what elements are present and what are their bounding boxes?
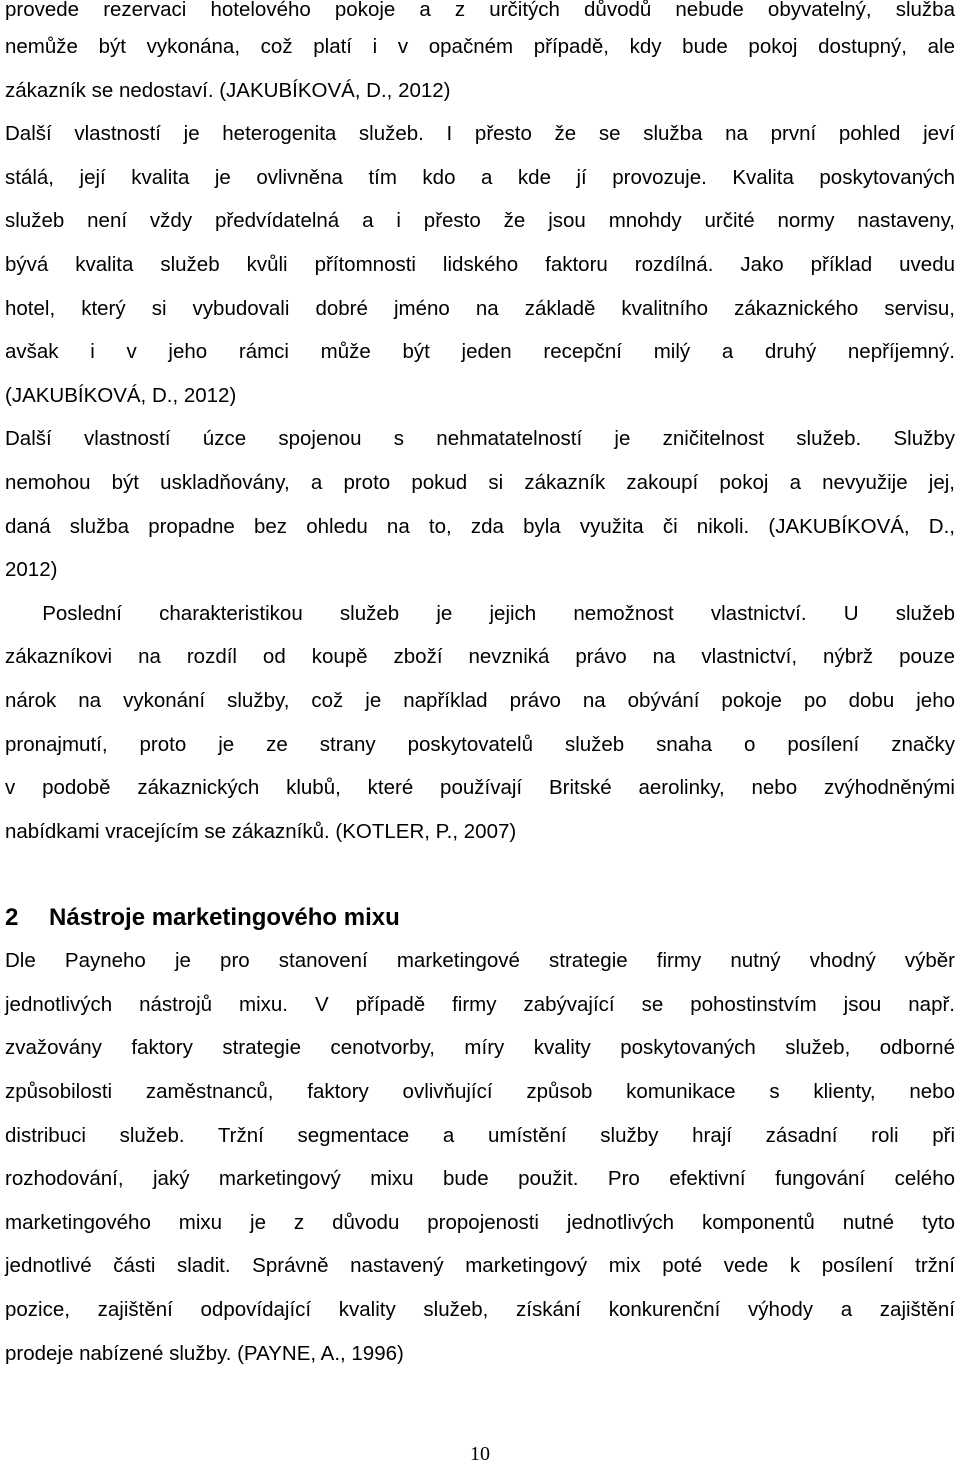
text-line: zvažovány faktory strategie cenotvorby, míry kvality poskytovaných služeb, odborné [5, 1036, 955, 1060]
text-line: (JAKUBÍKOVÁ, D., 2012) [5, 383, 237, 407]
text-line: pozice, zajištění odpovídající kvality služeb, získání konkurenční výhody a zajištění [5, 1298, 955, 1322]
text-line: zákazníkovi na rozdíl od koupě zboží nevzniká právo na vlastnictví, nýbrž pouze [5, 645, 955, 669]
text-line: nemohou být uskladňovány, a proto pokud si zákazník zakoupí pokoj a nevyužije jej, [5, 470, 955, 494]
text-line: stálá, její kvalita je ovlivněna tím kdo a kde jí provozuje. Kvalita poskytovaných [5, 165, 955, 189]
text-line: bývá kvalita služeb kvůli přítomnosti lidského faktoru rozdílná. Jako příklad uvedu [5, 252, 955, 276]
paragraph-perishability-end [5, 0, 955, 112]
text-line: v podobě zákaznických klubů, které používají Britské aerolinky, nebo zvýhodněnými [5, 776, 955, 800]
text-line: rozhodování, jaký marketingový mixu bude použit. Pro efektivní fungování celého [5, 1167, 955, 1191]
text-line: provede rezervaci hotelového pokoje a z určitých důvodů nebude obyvatelný, služba [5, 0, 955, 21]
text-line: Dle Payneho je pro stanovení marketingové strategie firmy nutný vhodný výběr [5, 949, 955, 973]
text-line: pronajmutí, proto je ze strany poskytovatelů služeb snaha o posílení značky [5, 732, 955, 756]
text-line: jednotlivé části sladit. Správně nastavený marketingový mix poté vede k posílení tržní [5, 1254, 955, 1278]
text-line: marketingového mixu je z důvodu propojenosti jednotlivých komponentů nutné tyto [5, 1210, 955, 1234]
page-number: 10 [470, 1443, 490, 1465]
text-line: jednotlivých nástrojů mixu. V případě firmy zabývající se pohostinstvím jsou např. [5, 992, 955, 1016]
text-line: zákazník se nedostaví. (JAKUBÍKOVÁ, D., 2012) [5, 78, 451, 102]
paragraph-marketing-mix [5, 939, 955, 1375]
document-page [5, 0, 955, 1375]
text-line: způsobilosti zaměstnanců, faktory ovlivňující způsob komunikace s klienty, nebo [5, 1080, 955, 1104]
text-line: 2012) [5, 558, 58, 582]
paragraph-heterogeneity [5, 112, 955, 417]
text-line: daná služba propadne bez ohledu na to, zda byla využita či nikoli. (JAKUBÍKOVÁ, D., [5, 514, 955, 538]
section-number: 2 [5, 904, 19, 932]
text-line: nárok na vykonání služby, což je například právo na obývání pokoje po dobu jeho [5, 688, 955, 712]
section-heading [5, 894, 955, 942]
text-line: nabídkami vracejícím se zákazníků. (KOTLER, P., 2007) [5, 819, 517, 843]
text-line: prodeje nabízené služby. (PAYNE, A., 1996) [5, 1341, 404, 1365]
text-line: nemůže být vykonána, což platí i v opačném případě, kdy bude pokoj dostupný, ale [5, 35, 955, 58]
text-line: avšak i v jeho rámci může být jeden recepční milý a druhý nepříjemný. [5, 340, 955, 364]
text-line: služeb není vždy předvídatelná a i přesto že jsou mnohdy určité normy nastaveny, [5, 209, 955, 233]
text-line: hotel, který si vybudovali dobré jméno na základě kvalitního zákaznického servisu, [5, 296, 955, 320]
paragraph-perishability [5, 417, 955, 591]
text-line: Další vlastností je heterogenita služeb. I přesto že se služba na první pohled jeví [5, 122, 955, 146]
text-line: Další vlastností úzce spojenou s nehmatatelností je zničitelnost služeb. Služby [5, 427, 955, 451]
paragraph-ownership [5, 592, 955, 854]
section-title: Nástroje marketingového mixu [49, 904, 400, 932]
text-line: distribuci služeb. Tržní segmentace a umístění služby hrají zásadní roli při [5, 1123, 955, 1147]
text-line: Poslední charakteristikou služeb je jejich nemožnost vlastnictví. U služeb [5, 601, 955, 625]
